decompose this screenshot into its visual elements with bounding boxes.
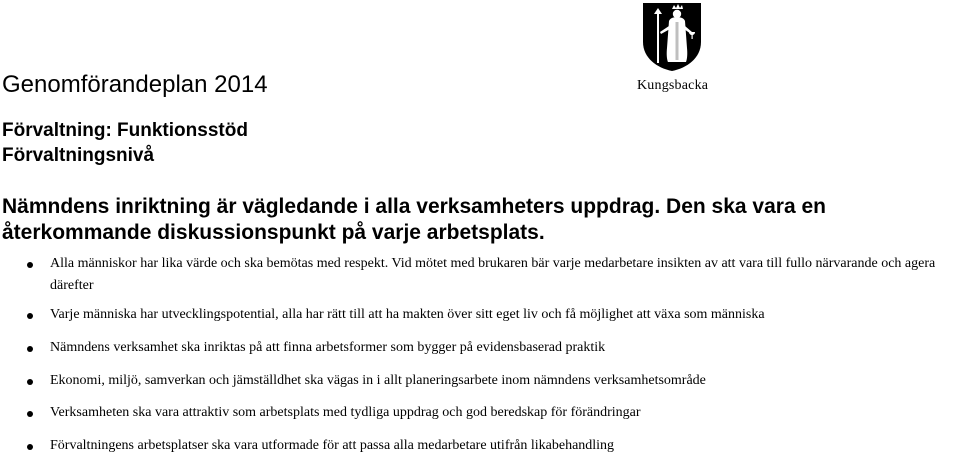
bullet-icon — [27, 346, 33, 352]
document-title: Genomförandeplan 2014 — [2, 71, 268, 98]
department-label: Förvaltning: Funktionsstöd — [2, 120, 248, 141]
logo-text: Kungsbacka — [637, 78, 709, 93]
list-item-text: Nämndens verksamhet ska inriktas på att finna arbetsformer som bygger på evidensbaserad praktik — [50, 340, 606, 355]
bullet-icon — [27, 444, 33, 450]
kungsbacka-crest-icon — [641, 2, 703, 72]
level-label: Förvaltningsnivå — [2, 145, 155, 166]
bullet-icon — [27, 313, 33, 319]
list-item-text: Verksamheten ska vara attraktiv som arbetsplats med tydliga uppdrag och god beredskap för förändringar — [50, 405, 641, 420]
list-item-text: Ekonomi, miljö, samverkan och jämställdhet ska vägas in i allt planeringsarbete inom nämndens verksamhetsområde — [50, 373, 706, 388]
kungsbacka-logo — [632, 0, 714, 100]
list-item-text: Förvaltningens arbetsplatser ska vara utformade för att passa alla medarbetare utifrån likabehandling — [50, 438, 615, 453]
bullet-icon — [27, 262, 33, 268]
direction-heading: Nämndens inriktning är vägledande i alla verksamheters uppdrag. Den ska vara en återkommande diskussionspunkt på varje arbetsplats. — [2, 195, 826, 244]
list-item-text: Alla människor har lika värde och ska bemötas med respekt. Vid mötet med brukaren bär varje medarbetare insikten av att vara till fullo närvarande och agera därefter — [50, 256, 936, 293]
bullet-icon — [27, 411, 33, 417]
list-item-text: Varje människa har utvecklingspotential, alla har rätt till att ha makten över sitt eget liv och få möjlighet att växa som människa — [50, 307, 765, 322]
bullet-icon — [27, 379, 33, 385]
